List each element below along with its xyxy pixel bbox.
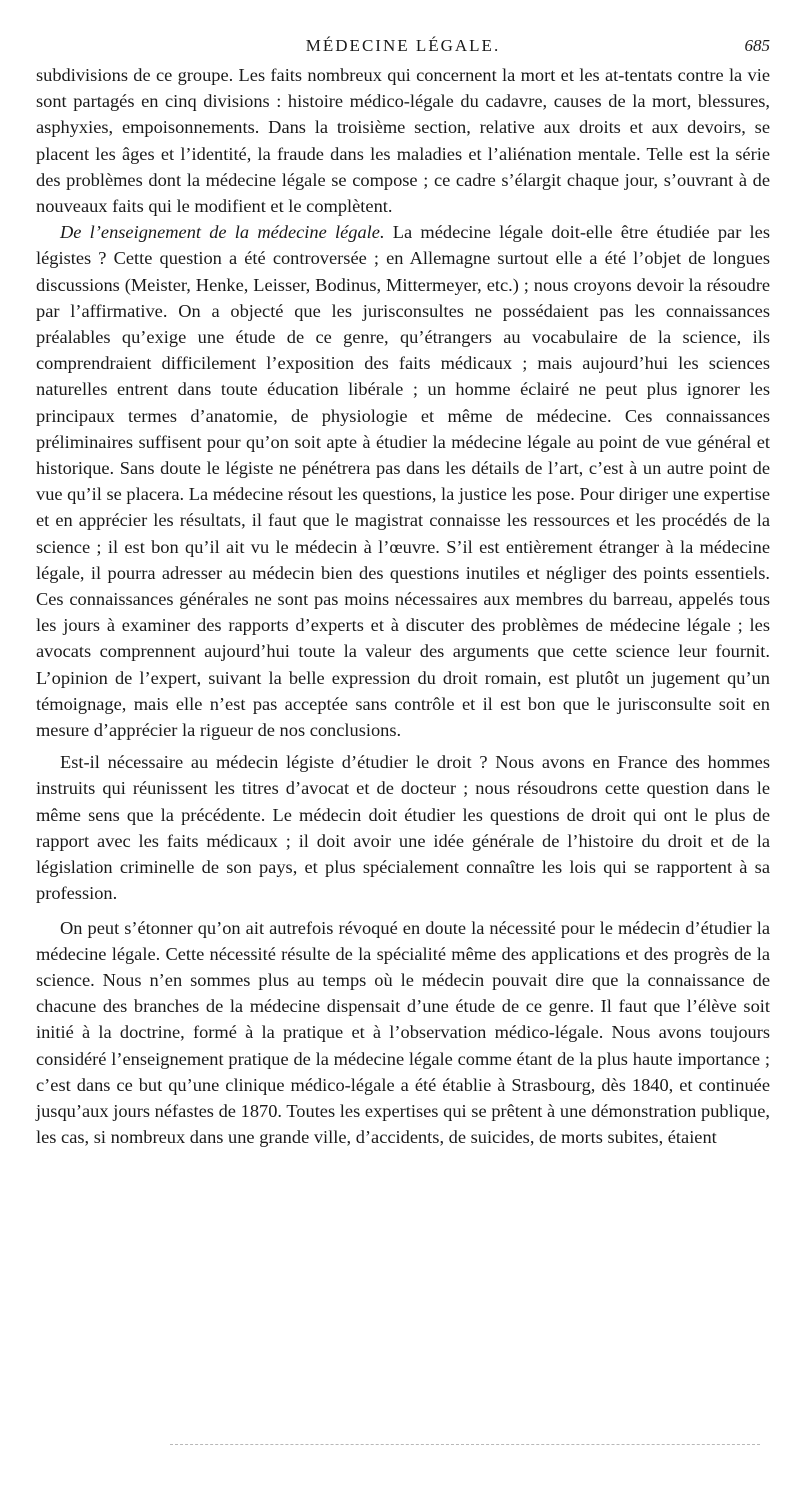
section-heading-italic: De l’enseignement de la médecine légale.	[60, 222, 385, 243]
paragraph-text: La médecine légale doit-elle être étudiée par les légistes ? Cette question a été controversée ; en Allemagne surtout elle a été l’objet de longues discussions (Meister, Henke, Leisser, Bodinus, Mittermeyer, etc.) ; nous croyons devoir la résoudre par l’affirmative. On a objecté que les jurisconsultes ne possédaient pas les connaissances préalables qu’exige une étude de ce genre, qu’étrangers au vocabulaire de la science, ils comprendraient difficilement l’exposition des faits médicaux ; mais aujourd’hui les sciences naturelles entrent dans toute éducation libérale ; un homme éclairé ne peut plus ignorer les principaux termes d’anatomie, de physiologie et même de médecine. Ces connaissances préliminaires suffisent pour qu’on soit apte à étudier la médecine légale au point de vue général et historique. Sans doute le légiste ne pénétrera pas dans les détails de l’art, c’est à un autre point de vue qu’il se placera. La médecine résout les questions, la justice les pose. Pour diriger une expertise et en apprécier les résultats, il faut que le magistrat connaisse les ressources et les procédés de la science ; il est bon qu’il ait vu le médecin à l’œuvre. S’il est entièrement étranger à la médecine légale, il pourra adresser au médecin bien des questions inutiles et négliger des points essentiels. Ces connaissances générales ne sont pas moins nécessaires aux membres du barreau, appelés tous les jours à examiner des rapports d’experts et à discuter des problèmes de médecine légale ; les avocats comprennent aujourd’hui toute la valeur des arguments que cette science leur fournit. L’opinion de l’expert, suivant la belle expression du droit romain, est plutôt un jugement qu’un témoignage, mais elle n’est pas acceptée sans contrôle et il est bon que le jurisconsulte soit en mesure d’apprécier la rigueur de nos conclusions.	[36, 222, 770, 741]
paragraph-enseignement	[36, 219, 770, 743]
running-head	[36, 36, 770, 60]
paragraph-text: subdivisions de ce groupe. Les faits nombreux qui concernent la mort et les at-tentats contre la vie sont partagés en cinq divisions : histoire médico-légale du cadavre, causes de la mort, blessures, asphyxies, empoisonnements. Dans la troisième section, relative aux droits et aux devoirs, se placent les âges et l’identité, la fraude dans les maladies et l’aliénation mentale. Telle est la série des problèmes dont la médecine légale se compose ; ce cadre s’élargit chaque jour, s’ouvrant à de nouveaux faits qui le modifient et le complètent.	[36, 65, 770, 217]
body-text	[36, 62, 770, 1150]
running-title: MÉDECINE LÉGALE.	[305, 36, 501, 55]
paragraph-text: On peut s’étonner qu’on ait autrefois révoqué en doute la nécessité pour le médecin d’étudier la médecine légale. Cette nécessité résulte de la spécialité même des applications et des progrès de la science. Nous n’en sommes plus au temps où le médecin pouvait dire que la connaissance de chacune des branches de la médecine dispensait d’une étude de ce genre. Il faut que l’élève soit initié à la doctrine, formé à la pratique et à l’observation médico-légale. Nous avons toujours considéré l’enseignement pratique de la médecine légale comme étant de la plus haute importance ; c’est dans ce but qu’une clinique médico-légale a été établie à Strasbourg, dès 1840, et continuée jusqu’aux jours néfastes de 1870. Toutes les expertises qui se prêtent à une démonstration publique, les cas, si nombreux dans une grande ville, d’accidents, de suicides, de morts subites, étaient	[36, 917, 770, 1148]
paragraph-continuation	[36, 62, 770, 219]
footer-rule	[170, 1444, 760, 1445]
paragraph-droit	[36, 749, 770, 906]
paragraph-necessite	[36, 915, 770, 1151]
page-number: 685	[744, 36, 770, 55]
paragraph-text: Est-il nécessaire au médecin légiste d’étudier le droit ? Nous avons en France des hommes instruits qui réunissent les titres d’avocat et de docteur ; nous résoudrons cette question dans le même sens que la précédente. Le médecin doit étudier les questions de droit qui ont le plus de rapport avec les faits médicaux ; il doit avoir une idée générale de l’histoire du droit et de la législation criminelle de son pays, et plus spécialement connaître les lois qui se rapportent à sa profession.	[36, 752, 770, 904]
